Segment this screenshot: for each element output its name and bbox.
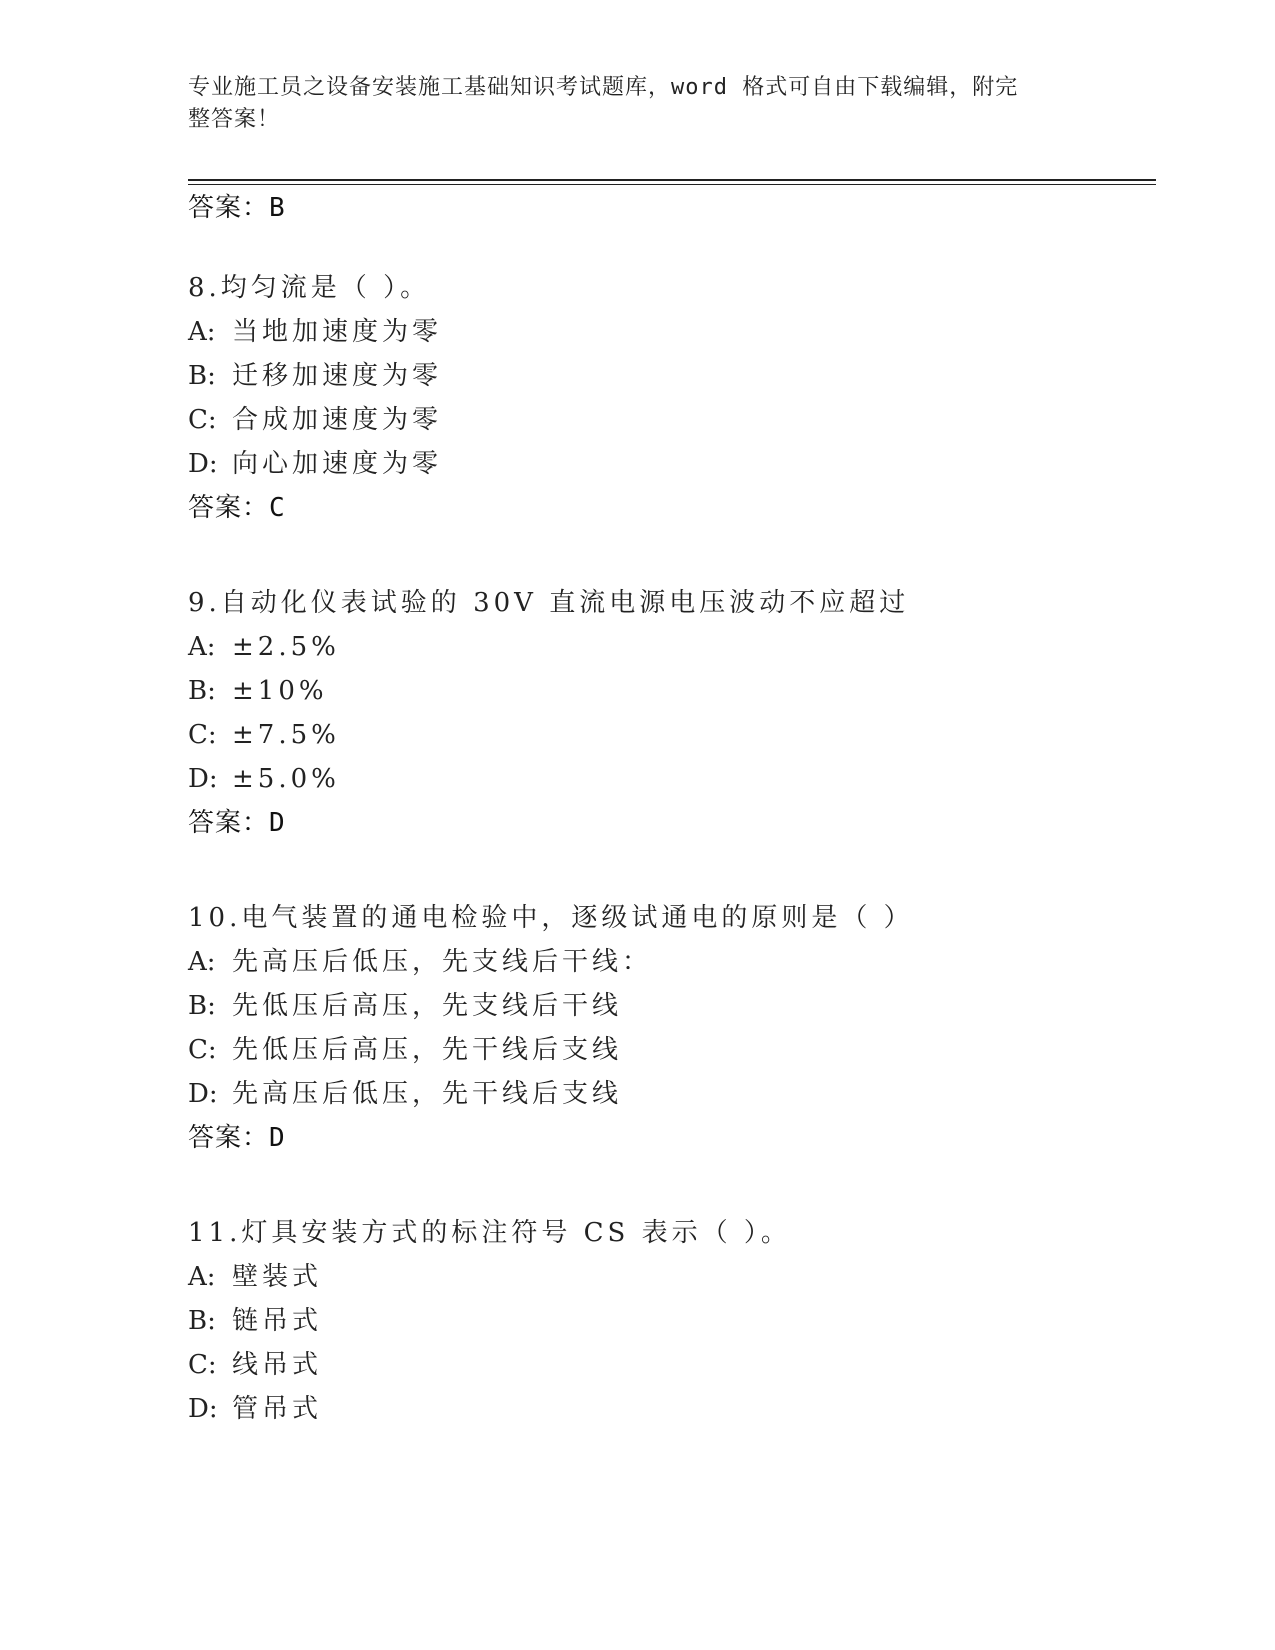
document-header bbox=[188, 72, 1068, 136]
question-9-option-a bbox=[188, 631, 340, 663]
option-text: 先高压后低压，先干线后支线 bbox=[232, 1079, 623, 1109]
question-9-option-b bbox=[188, 675, 328, 707]
option-text: 线吊式 bbox=[232, 1350, 323, 1380]
option-text: 壁装式 bbox=[232, 1262, 323, 1292]
option-key: B: bbox=[188, 991, 216, 1021]
option-text: 向心加速度为零 bbox=[232, 449, 443, 479]
option-key: D: bbox=[188, 449, 218, 479]
option-key: C: bbox=[188, 405, 217, 435]
option-text: 当地加速度为零 bbox=[232, 317, 443, 347]
question-10-title: 10.电气装置的通电检验中，逐级试通电的原则是（ ） bbox=[188, 903, 914, 933]
option-key: D: bbox=[188, 1394, 218, 1424]
question-11-option-a bbox=[188, 1261, 322, 1293]
option-text: 迁移加速度为零 bbox=[232, 361, 443, 391]
question-8-option-d bbox=[188, 448, 442, 480]
option-key: C: bbox=[188, 1350, 217, 1380]
option-key: A: bbox=[188, 1262, 216, 1292]
question-9-option-d bbox=[188, 763, 340, 795]
option-text: ±2.5% bbox=[232, 632, 340, 662]
question-10-option-b bbox=[188, 990, 622, 1022]
question-9-option-c bbox=[188, 719, 340, 751]
question-8-answer: 答案：C bbox=[188, 493, 286, 523]
option-text: ±7.5% bbox=[232, 720, 340, 750]
question-11-option-b bbox=[188, 1305, 322, 1337]
header-line-2: 整答案！ bbox=[188, 107, 281, 132]
question-11-option-c bbox=[188, 1349, 322, 1381]
option-text: 先高压后低压，先支线后干线： bbox=[232, 947, 653, 977]
option-key: C: bbox=[188, 720, 217, 750]
option-key: C: bbox=[188, 1035, 217, 1065]
header-line-1: 专业施工员之设备安装施工基础知识考试题库，word 格式可自由下载编辑，附完 bbox=[188, 75, 1019, 100]
option-key: B: bbox=[188, 361, 216, 391]
previous-answer: 答案：B bbox=[188, 193, 286, 223]
header-divider-thin bbox=[188, 184, 1156, 185]
question-10-option-a bbox=[188, 946, 652, 978]
option-text: 合成加速度为零 bbox=[232, 405, 443, 435]
question-8-title: 8.均匀流是（ ）。 bbox=[188, 273, 431, 303]
question-8-option-c bbox=[188, 404, 442, 436]
question-11-option-d bbox=[188, 1393, 322, 1425]
option-text: 先低压后高压，先支线后干线 bbox=[232, 991, 623, 1021]
question-8-option-a bbox=[188, 316, 442, 348]
option-key: D: bbox=[188, 764, 218, 794]
option-key: B: bbox=[188, 676, 216, 706]
header-divider-thick bbox=[188, 179, 1156, 181]
option-text: 链吊式 bbox=[232, 1306, 323, 1336]
option-text: ±5.0% bbox=[232, 764, 340, 794]
option-key: A: bbox=[188, 317, 216, 347]
option-key: A: bbox=[188, 947, 216, 977]
option-key: A: bbox=[188, 632, 216, 662]
question-9-title: 9.自动化仪表试验的 30V 直流电源电压波动不应超过 bbox=[188, 588, 910, 618]
option-text: 管吊式 bbox=[232, 1394, 323, 1424]
option-text: ±10% bbox=[232, 676, 328, 706]
question-9-answer: 答案：D bbox=[188, 808, 286, 838]
question-11-title: 11.灯具安装方式的标注符号 CS 表示（ ）。 bbox=[188, 1218, 791, 1248]
option-key: D: bbox=[188, 1079, 218, 1109]
question-10-option-d bbox=[188, 1078, 622, 1110]
question-10-option-c bbox=[188, 1034, 622, 1066]
question-8-option-b bbox=[188, 360, 442, 392]
option-key: B: bbox=[188, 1306, 216, 1336]
question-10-answer: 答案：D bbox=[188, 1123, 286, 1153]
option-text: 先低压后高压，先干线后支线 bbox=[232, 1035, 623, 1065]
